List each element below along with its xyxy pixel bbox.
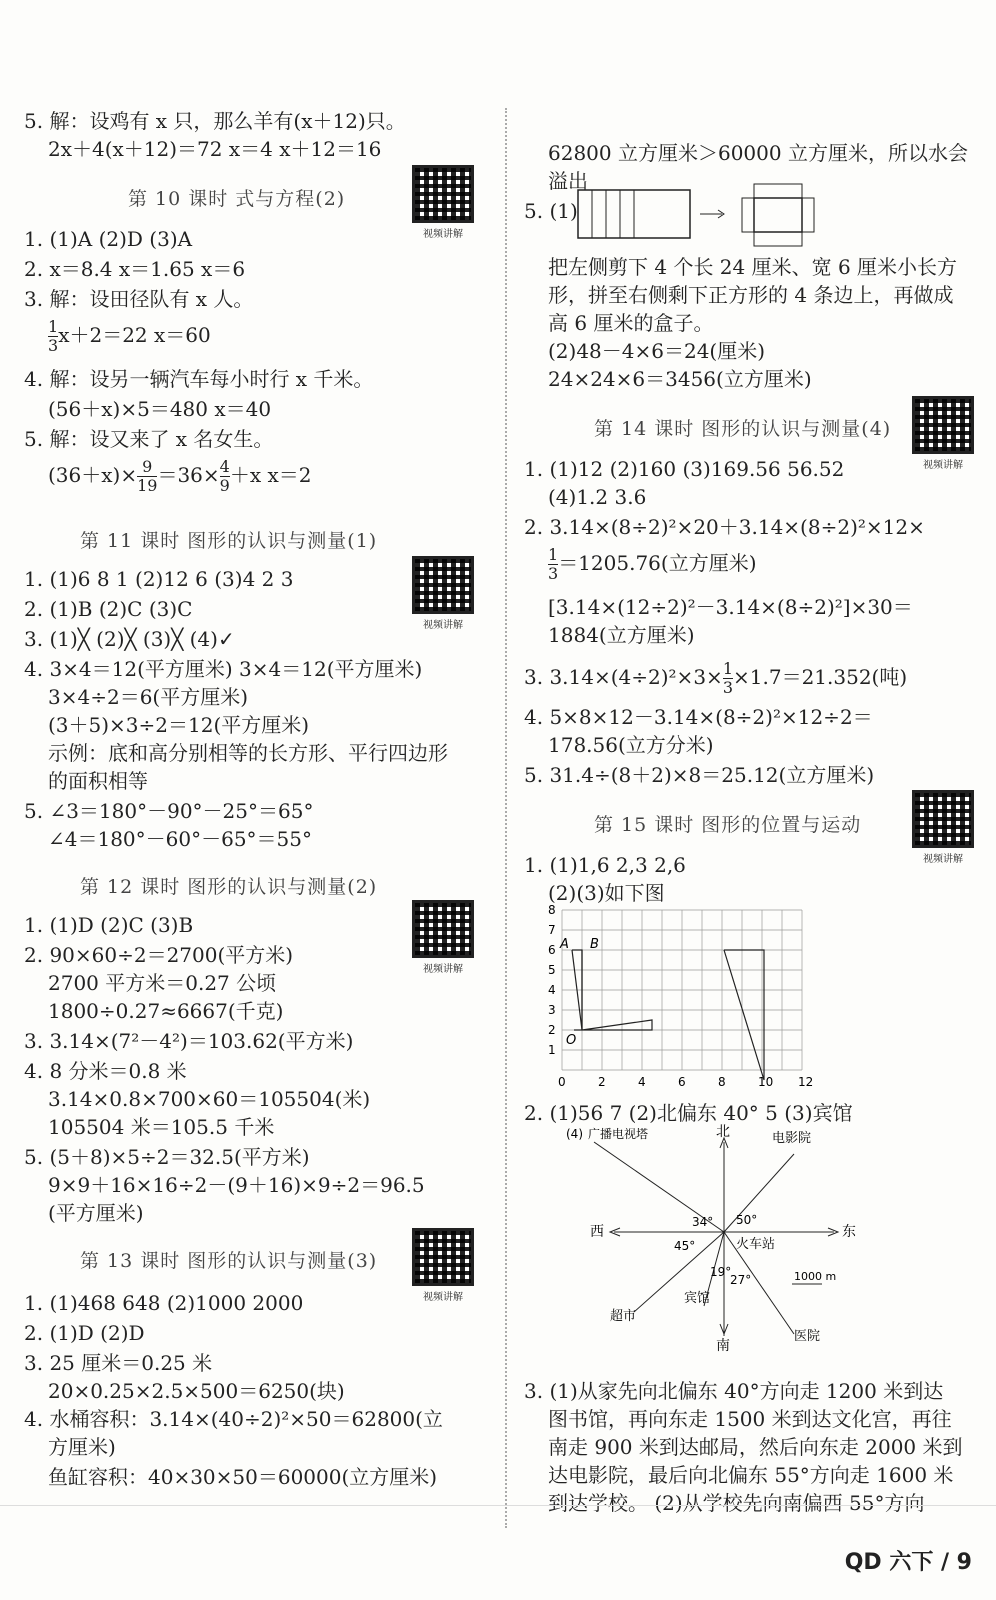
answer-line: 1. (1)6 8 1 (2)12 6 (3)4 2 3: [24, 567, 294, 591]
point-o-label: O: [566, 1033, 577, 1048]
point-a-label: A: [560, 937, 569, 952]
y-tick-label: 4: [548, 983, 556, 997]
answer-line: [3.14×(12÷2)²－3.14×(8÷2)²]×30＝: [548, 595, 913, 619]
angle-label: 50°: [736, 1213, 758, 1227]
answer-line: (2)48－4×6＝24(厘米): [548, 339, 766, 363]
answer-line: 示例：底和高分别相等的长方形、平行四边形: [48, 741, 448, 765]
answer-line: (2)(3)如下图: [548, 881, 665, 905]
lesson-heading: 第 15 课时 图形的位置与运动: [594, 814, 862, 836]
page-footer: QD 六下 / 9: [844, 1550, 972, 1575]
answer-line: 3. (1)╳ (2)╳ (3)╳ (4)✓: [24, 627, 235, 651]
answer-line: 2. 90×60÷2＝2700(平方米): [24, 943, 294, 967]
answer-line: 5. (5＋8)×5÷2＝32.5(平方米): [24, 1145, 310, 1169]
fraction: $\frac{4}{9}$: [219, 457, 230, 495]
qr-code[interactable]: [912, 790, 974, 865]
box-net-diagram: [574, 180, 834, 260]
answer-line: 5. 31.4÷(8＋2)×8＝25.12(立方厘米): [524, 763, 875, 787]
west-label: 西: [590, 1224, 604, 1240]
answer-line: 3. 解：设田径队有 x 人。: [24, 287, 254, 311]
answer-line: 5. ∠3＝180°－90°－25°＝65°: [24, 799, 314, 823]
east-label: 东: [842, 1224, 856, 1240]
qr-caption: 视频讲解: [923, 854, 963, 865]
answer-line: 鱼缸容积：40×30×50＝60000(立方厘米): [48, 1465, 438, 1489]
lesson-heading: 第 10 课时 式与方程(2): [128, 188, 346, 210]
answer-line: 3×4÷2＝6(平方厘米): [48, 685, 249, 709]
qr-icon: [412, 556, 474, 614]
footer-rule: [0, 1505, 996, 1506]
answer-line: 9×9＋16×16÷2－(9＋16)×9÷2＝96.5: [48, 1173, 425, 1197]
point-b-label: B: [590, 937, 599, 952]
scale-label: 1000 m: [794, 1270, 837, 1283]
answer-line: 5. 解：设鸡有 x 只，那么羊有(x＋12)只。: [24, 109, 406, 133]
answer-line: 2x＋4(x＋12)＝72 x＝4 x＋12＝16: [48, 137, 382, 161]
x-tick-label: 6: [678, 1075, 686, 1089]
qr-caption: 视频讲解: [423, 1292, 463, 1303]
angle-label: 19°: [710, 1265, 732, 1279]
qr-code[interactable]: [412, 165, 474, 240]
answer-line: 达电影院，最后向北偏东 55°方向走 1600 米: [548, 1463, 954, 1487]
answer-line: 20×0.25×2.5×500＝6250(块): [48, 1379, 345, 1403]
answer-line: 南走 900 米到达邮局，然后向东走 2000 米到: [548, 1435, 963, 1459]
qr-icon: [412, 900, 474, 958]
hospital-label: 医院: [794, 1329, 821, 1344]
qr-caption: 视频讲解: [423, 964, 463, 975]
y-tick-label: 3: [548, 1003, 556, 1017]
lesson-heading: 第 14 课时 图形的认识与测量(4): [594, 418, 892, 440]
answer-line: 2. (1)D (2)D: [24, 1321, 145, 1345]
market-label: 超市: [610, 1309, 637, 1324]
column-divider: [505, 108, 507, 1528]
answer-line: 1884(立方厘米): [548, 623, 695, 647]
answer-line: 2. x＝8.4 x＝1.65 x＝6: [24, 257, 246, 281]
qr-icon: [412, 165, 474, 223]
y-tick-label: 5: [548, 963, 556, 977]
answer-line: 5. 解：设又来了 x 名女生。: [24, 427, 274, 451]
tower-label: 广播电视塔: [588, 1127, 649, 1141]
qr-code[interactable]: [912, 396, 974, 471]
answer-line: (36＋x)× $\frac{9}{19}$ ＝36× $\frac{4}{9}$ ＋x x＝2: [48, 457, 312, 495]
answer-line: 到达学校。 (2)从学校先向南偏西 55°方向: [548, 1491, 925, 1515]
answer-line: 1. (1)D (2)C (3)B: [24, 913, 194, 937]
y-tick-label: 7: [548, 923, 556, 937]
fraction: $\frac{1}{3}$: [548, 545, 559, 583]
y-tick-label: 8: [548, 903, 556, 917]
y-tick-label: 1: [548, 1043, 556, 1057]
answer-line: 1. (1)468 648 (2)1000 2000: [24, 1291, 304, 1315]
answer-line: 3. 3.14×(7²－4²)＝103.62(平方米): [24, 1029, 354, 1053]
answer-line: (3＋5)×3÷2＝12(平方厘米): [48, 713, 310, 737]
coordinate-grid: [534, 900, 824, 1100]
answer-line: 1800÷0.27≈6667(千克): [48, 999, 284, 1023]
south-label: 南: [716, 1338, 730, 1354]
compass-diagram: [554, 1124, 874, 1354]
answer-line: 62800 立方厘米＞60000 立方厘米，所以水会: [548, 141, 968, 165]
qr-icon: [912, 396, 974, 454]
answer-line: 2. (1)B (2)C (3)C: [24, 597, 193, 621]
lesson-heading: 第 11 课时 图形的认识与测量(1): [80, 530, 378, 552]
fraction: $\frac{1}{3}$: [48, 317, 59, 355]
answer-line: (4)1.2 3.6: [548, 485, 647, 509]
answer-line: 4. 8 分米＝0.8 米: [24, 1059, 187, 1083]
answer-line: $\frac{1}{3}$ ＝1205.76(立方厘米): [548, 545, 757, 583]
x-tick-label: 10: [758, 1075, 774, 1089]
qr-code[interactable]: [412, 1228, 474, 1303]
tower-label: (4): [566, 1127, 583, 1141]
answer-line: 1. (1)A (2)D (3)A: [24, 227, 193, 251]
x-tick-label: 0: [558, 1075, 566, 1089]
hotel-label: 宾馆: [684, 1291, 711, 1306]
fraction: $\frac{9}{19}$: [137, 457, 158, 495]
answer-line: $\frac{1}{3}$ x＋2＝22 x＝60: [48, 317, 211, 355]
answer-line: 2. 3.14×(8÷2)²×20＋3.14×(8÷2)²×12×: [524, 515, 925, 539]
answer-line: 的面积相等: [48, 769, 148, 793]
x-tick-label: 12: [798, 1075, 814, 1089]
qr-caption: 视频讲解: [423, 620, 463, 631]
answer-line: 3.14×0.8×700×60＝105504(米): [48, 1087, 371, 1111]
answer-line: 2700 平方米＝0.27 公顷: [48, 971, 277, 995]
answer-line: 4. 解：设另一辆汽车每小时行 x 千米。: [24, 367, 374, 391]
y-tick-label: 2: [548, 1023, 556, 1037]
answer-line: 5. (1): [524, 199, 578, 223]
answer-line: 178.56(立方分米): [548, 733, 714, 757]
fraction: $\frac{1}{3}$: [722, 659, 733, 697]
answer-line: 24×24×6＝3456(立方厘米): [548, 367, 812, 391]
lesson-heading: 第 13 课时 图形的认识与测量(3): [80, 1250, 378, 1272]
answer-line: (平方厘米): [48, 1201, 144, 1225]
station-label: 火车站: [736, 1237, 776, 1252]
angle-label: 34°: [692, 1215, 714, 1229]
qr-code[interactable]: [412, 556, 474, 631]
x-tick-label: 8: [718, 1075, 726, 1089]
angle-label: 45°: [674, 1239, 696, 1253]
qr-caption: 视频讲解: [423, 229, 463, 240]
answer-line: 105504 米＝105.5 千米: [48, 1115, 275, 1139]
answer-line: 溢出: [548, 169, 588, 193]
answer-line: 高 6 厘米的盒子。: [548, 311, 714, 335]
answer-line: 2. (1)56 7 (2)北偏东 40° 5 (3)宾馆: [524, 1101, 853, 1125]
angle-label: 27°: [730, 1273, 752, 1287]
answer-line: 把左侧剪下 4 个长 24 厘米、宽 6 厘米小长方: [548, 255, 958, 279]
qr-icon: [912, 790, 974, 848]
answer-line: 1. (1)1,6 2,3 2,6: [524, 853, 686, 877]
answer-line: 3. (1)从家先向北偏东 40°方向走 1200 米到达: [524, 1379, 944, 1403]
lesson-heading: 第 12 课时 图形的认识与测量(2): [80, 876, 378, 898]
answer-line: ∠4＝180°－60°－65°＝55°: [48, 827, 313, 851]
qr-caption: 视频讲解: [923, 460, 963, 471]
answer-line: 3. 3.14×(4÷2)²×3× $\frac{1}{3}$ ×1.7＝21.352(吨): [524, 659, 908, 697]
answer-line: 形，拼至右侧剩下正方形的 4 条边上，再做成: [548, 283, 954, 307]
answer-line: 方厘米): [48, 1435, 116, 1459]
answer-line: 1. (1)12 (2)160 (3)169.56 56.52: [524, 457, 845, 481]
answer-line: 4. 5×8×12－3.14×(8÷2)²×12÷2＝: [524, 705, 873, 729]
cinema-label: 电影院: [772, 1131, 812, 1146]
answer-line: 4. 3×4＝12(平方厘米) 3×4＝12(平方厘米): [24, 657, 423, 681]
north-label: 北: [716, 1124, 730, 1140]
answer-line: (56＋x)×5＝480 x＝40: [48, 397, 272, 421]
x-tick-label: 4: [638, 1075, 646, 1089]
answer-line: 3. 25 厘米＝0.25 米: [24, 1351, 213, 1375]
answer-line: 图书馆，再向东走 1500 米到达文化宫，再往: [548, 1407, 952, 1431]
y-tick-label: 6: [548, 943, 556, 957]
answer-line: 4. 水桶容积：3.14×(40÷2)²×50＝62800(立: [24, 1407, 443, 1431]
x-tick-label: 2: [598, 1075, 606, 1089]
qr-code[interactable]: [412, 900, 474, 975]
qr-icon: [412, 1228, 474, 1286]
